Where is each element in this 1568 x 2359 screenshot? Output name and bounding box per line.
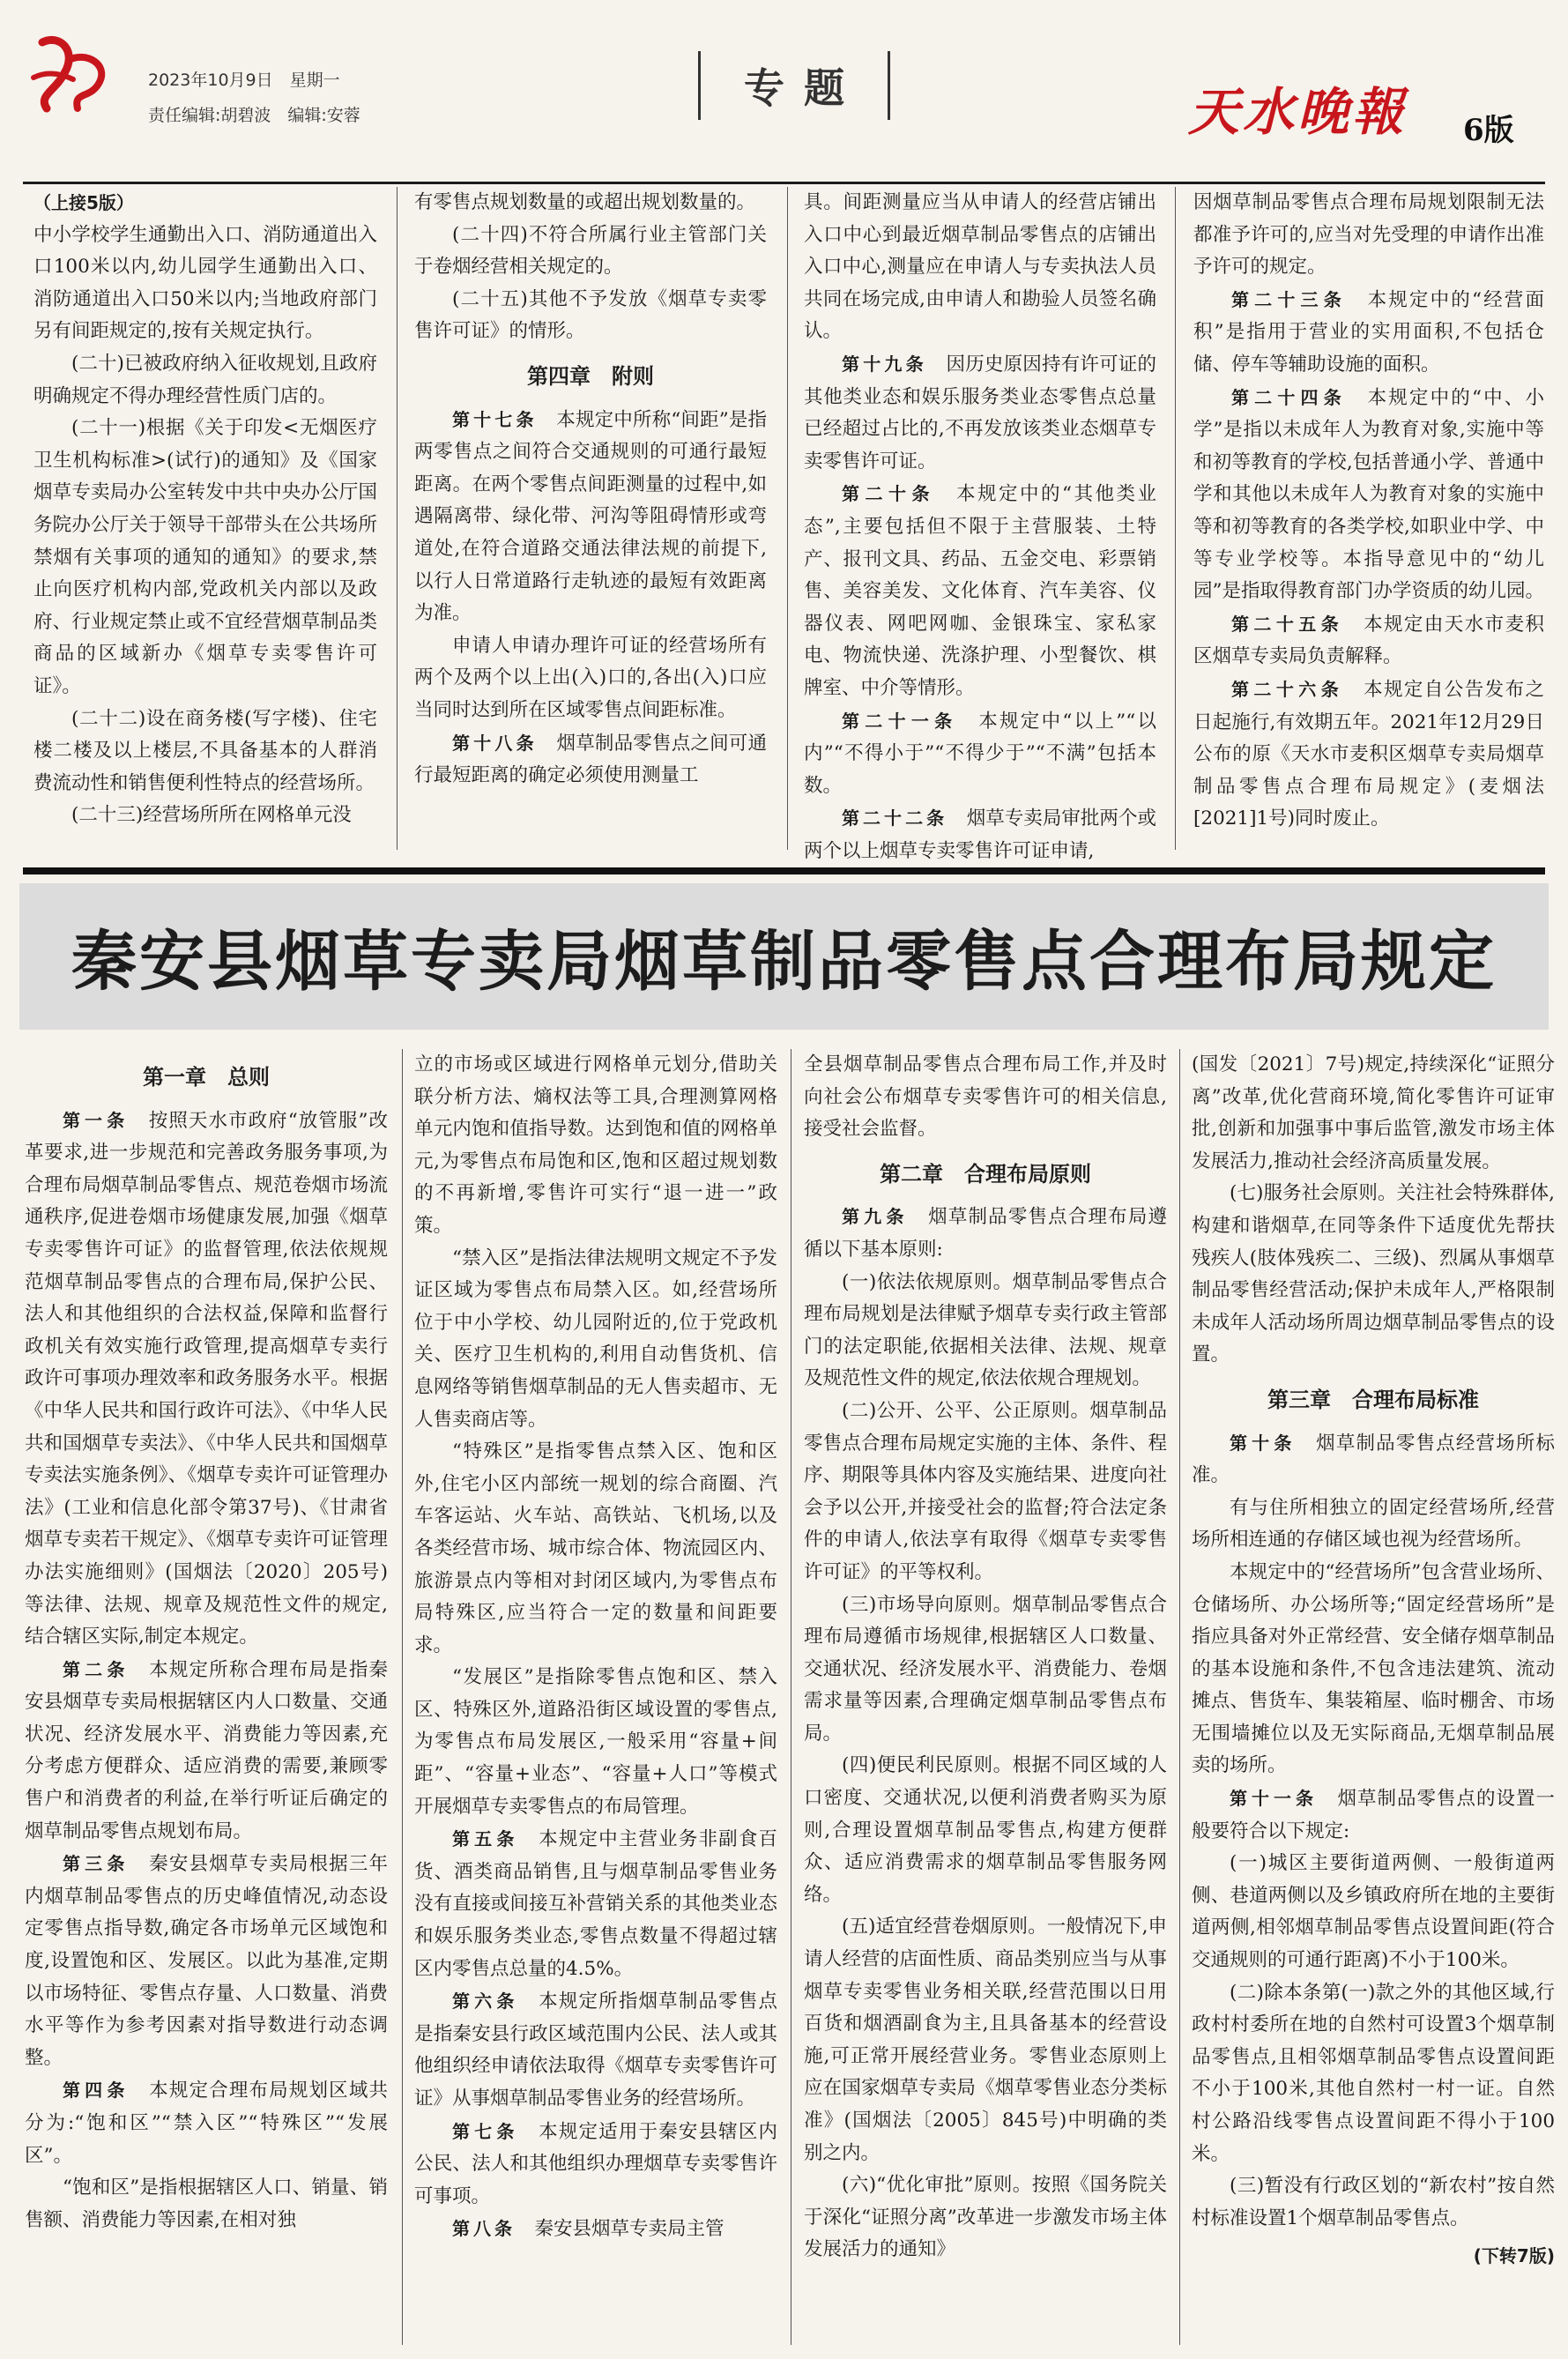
paragraph-text: 本规定中的“经营场所”包含营业场所、仓储场所、办公场所等;“固定经营场所”是指应具备对外正常经营、安全储存烟草制品的基本设施和条件,不包含违法建筑、流动摊点、售货车、集装箱屋、临时棚舍、市场无围墙摊位以及无实际商品,无烟草制品展卖的场所。	[1192, 1560, 1555, 1777]
continuation-note	[33, 187, 377, 220]
column-divider	[1179, 1049, 1180, 2345]
article-number: 第一条	[63, 1109, 130, 1131]
paragraph-continued	[804, 187, 1156, 348]
paragraph	[1193, 284, 1544, 382]
paragraph-text: 烟草制品零售点合理布局遵循以下基本原则:	[804, 1206, 1167, 1261]
masthead: 天水晚報	[1188, 82, 1408, 142]
article-number: 第五条	[452, 1828, 519, 1850]
paragraph-text: 烟草专卖局审批两个或两个以上烟草专卖零售许可证申请,	[804, 807, 1156, 862]
article-number: 第二十五条	[1231, 613, 1344, 635]
paragraph	[25, 1848, 388, 2074]
paragraph-text: 第一章 总则	[143, 1065, 270, 1090]
paragraph	[414, 630, 767, 727]
paragraph-text: 有零售点规划数量的或超出规划数量的。	[414, 191, 756, 213]
paragraph-text: (二十五)其他不予发放《烟草专卖零售许可证》的情形。	[414, 287, 767, 343]
paragraph-text: (二十四)不符合所属行业主管部门关于卷烟经营相关规定的。	[414, 223, 767, 279]
paragraph	[414, 1823, 777, 1985]
paragraph	[414, 1985, 777, 2115]
article-number: 第四条	[63, 2080, 130, 2102]
paragraph-text: 因烟草制品零售点合理布局规划限制无法都准予许可的,应当对先受理的申请作出准予许可的规定。	[1193, 191, 1544, 279]
article-number: 第七条	[452, 2120, 519, 2142]
paragraph	[1192, 2170, 1555, 2235]
paragraph	[414, 284, 767, 348]
paragraph-text: (五)适宜经营卷烟原则。一般情况下,申请人经营的店面性质、商品类别应当与从事烟草专卖零售业务相关联,经营范围以日用百货和烟酒副食为主,且具备基本的经营设施,可正常开展经营业务。零售业态原则上应在国家烟草专卖局《烟草零售业态分类标准》(国烟法〔2005〕845号)中明确的类别之内。	[804, 1916, 1167, 2164]
paragraph-text: 秦安县烟草专卖局主管	[534, 2218, 725, 2241]
upper-column-2	[414, 187, 767, 793]
paragraph	[1192, 1557, 1555, 1782]
article-number: 第九条	[842, 1206, 909, 1228]
upper-column-3	[804, 187, 1156, 867]
lower-column-4	[1192, 1049, 1555, 2273]
article-number: 第二十四条	[1231, 386, 1347, 408]
article-number: 第三条	[63, 1853, 130, 1875]
chapter-heading	[804, 1158, 1167, 1191]
paragraph-text: 本规定适用于秦安县辖区内公民、法人和其他组织办理烟草专卖零售许可事项。	[414, 2120, 777, 2207]
paragraph-text: 本规定中的“经营面积”是指用于营业的实用面积,不包括仓储、停车等辅助设施的面积。	[1193, 288, 1544, 376]
article-number: 第八条	[452, 2218, 516, 2240]
date-line: 2023年10月9日 星期一	[148, 71, 340, 90]
upper-column-4	[1193, 187, 1544, 836]
paragraph	[414, 220, 767, 284]
paragraph-text: 本规定合理布局规划区域共分为:“饱和区”“禁入区”“特殊区”“发展区”。	[25, 2080, 388, 2167]
paragraph-text: 全县烟草制品零售点合理布局工作,并及时向社会公布烟草专卖零售许可的相关信息,接受社会监督。	[804, 1053, 1167, 1141]
header-rule	[23, 182, 1545, 184]
paragraph-text: 本规定中的“其他类业态”,主要包括但不限于主营服装、土特产、报刊文具、药品、五金交电、彩票销售、美容美发、文化体育、汽车美容、仪器仪表、网吧网咖、金银珠宝、家私家电、物流快递、洗涤护理、小型餐饮、棋牌室、中介等情形。	[804, 483, 1156, 699]
title-banner	[19, 883, 1549, 1030]
paragraph	[414, 1243, 777, 1437]
article-number: 第二十一条	[842, 710, 958, 732]
continuation-note	[1192, 2240, 1555, 2273]
article-number: 第二十二条	[842, 807, 948, 830]
paragraph-text: 本规定所称合理布局是指秦安县烟草专卖局根据辖区内人口数量、交通状况、经济发展水平、消费能力等因素,充分考虑方便群众、适应消费的需要,兼顾零售户和消费者的利益,在举行听证后确定的烟草制品零售点规划布局。	[25, 1658, 388, 1842]
paragraph-text: (二)公开、公平、公正原则。烟草制品零售点合理布局规定实施的主体、条件、程序、期限等具体内容及实施结果、进度向社会予以公开,并接受社会的监督;符合法定条件的申请人,依法享有取得《烟草专卖零售许可证》的平等权利。	[804, 1399, 1167, 1583]
lower-column-3	[804, 1049, 1167, 2266]
paragraph-continued	[33, 220, 377, 348]
paragraph-text: “禁入区”是指法律法规明文规定不予发证区域为零售点布局禁入区。如,经营场所位于中小学校、幼儿园附近的,位于党政机关、医疗卫生机构的,利用自动售货机、信息网络等销售烟草制品的无人售卖超市、无人售卖商店等。	[414, 1246, 777, 1431]
paragraph-text: “饱和区”是指根据辖区人口、销量、销售额、消费能力等因素,在相对独	[25, 2177, 388, 2231]
paragraph-text: “特殊区”是指零售点禁入区、饱和区外,住宅小区内部统一规划的综合商圈、汽车客运站、火车站、高铁站、飞机场,以及各类经营市场、城市综合体、物流园区内、旅游景点内等相对封闭区域内,为零售点布局特殊区,应当符合一定的数量和间距要求。	[414, 1440, 777, 1656]
paragraph	[1193, 608, 1544, 673]
paragraph	[804, 478, 1156, 704]
page-number: 6版	[1463, 113, 1514, 148]
paragraph	[804, 1911, 1167, 2169]
article-number: 第十七条	[452, 408, 538, 430]
paragraph	[33, 703, 377, 800]
article-number: 第二十条	[842, 483, 935, 505]
paragraph-text: (二十二)设在商务楼(写字楼)、住宅楼二楼及以上楼层,不具备基本的人群消费流动性和销售便利性特点的经营场所。	[33, 707, 377, 794]
paragraph-text: 本规定所指烟草制品零售点是指秦安县行政区域范围内公民、法人或其他组织经申请依法取得《烟草专卖零售许可证》从事烟草制品零售业务的经营场所。	[414, 1991, 777, 2110]
paragraph	[804, 1395, 1167, 1589]
paragraph-text: 本规定中所称“间距”是指两零售点之间符合交通规则的可通行最短距离。在两个零售点间距测量的过程中,如遇隔离带、绿化带、河沟等阻碍情形或弯道处,在符合道路交通法律法规的前提下,以行人日常道路行走轨迹的最短有效距离为准。	[414, 408, 767, 625]
column-divider	[397, 187, 398, 850]
lower-column-2	[414, 1049, 777, 2246]
paragraph	[25, 2172, 388, 2236]
paragraph	[25, 2074, 388, 2172]
column-divider	[402, 1049, 403, 2345]
paragraph	[804, 1750, 1167, 1911]
paragraph-text: 第四章 附则	[527, 363, 654, 389]
paragraph-text: (国发〔2021〕7号)规定,持续深化“证照分离”改革,优化营商环境,简化零售许可证审批,创新和加强事中事后监管,激发市场主体发展活力,推动社会经济高质量发展。	[1192, 1053, 1555, 1172]
upper-column-1	[33, 187, 377, 832]
paragraph-text: (二十三)经营场所所在网格单元没	[71, 804, 352, 827]
paragraph-text: (二)除本条第(一)款之外的其他区域,行政村村委所在地的自然村可设置3个烟草制品零售点,且相邻烟草制品零售点设置间距不小于100米,其他自然村一村一证。自然村公路沿线零售点设置间距不得小于100米。	[1192, 1981, 1555, 2165]
paragraph-text: (三)暂没有行政区划的“新农村”按自然村标准设置1个烟草制品零售点。	[1192, 2175, 1555, 2229]
article-number: 第十九条	[842, 353, 927, 375]
paragraph	[414, 1662, 777, 1823]
article-number: 第二十三条	[1231, 288, 1347, 310]
paragraph	[1192, 1427, 1555, 1492]
paragraph	[804, 348, 1156, 478]
paragraph-text: （上接5版）	[33, 192, 134, 213]
paragraph-text: (四)便民利民原则。根据不同区域的人口密度、交通状况,以便利消费者购买为原则,合理设置烟草制品零售点,构建方便群众、适应消费需求的烟草制品零售服务网络。	[804, 1754, 1167, 1906]
paragraph	[33, 348, 377, 413]
paragraph	[414, 2213, 777, 2246]
paragraph	[25, 1654, 388, 1849]
paragraph-text: 本规定自公告发布之日起施行,有效期五年。2021年12月29日公布的原《天水市麦积区烟草专卖局烟草制品零售点合理布局规定》(麦烟法[2021]1号)同时废止。	[1193, 678, 1544, 830]
paragraph	[1192, 1782, 1555, 1848]
column-divider	[1175, 187, 1176, 850]
paragraph-text: “发展区”是指除零售点饱和区、禁入区、特殊区外,道路沿街区域设置的零售点,为零售点布局发展区,一般采用“容量+间距”、“容量+业态”、“容量+人口”等模式开展烟草专卖零售点的布局管理。	[414, 1666, 777, 1818]
paragraph-text: 因历史原因持有许可证的其他类业态和娱乐服务类业态零售点总量已经超过占比的,不再发放该类业态烟草专卖零售许可证。	[804, 353, 1156, 473]
paragraph-text: 本规定中的“中、小学”是指以未成年人为教育对象,实施中等和初等教育的学校,包括普通小学、普通中学和其他以未成年人为教育对象的实施中等和初等教育的各类学校,如职业中学、中等专业学校等。本指导意见中的“幼儿园”是指取得教育部门办学资质的幼儿园。	[1193, 386, 1544, 603]
article-number: 第十一条	[1230, 1788, 1318, 1810]
paragraph	[1192, 1977, 1555, 2171]
paragraph	[1192, 1178, 1555, 1372]
paragraph-continued	[1193, 187, 1544, 284]
article-number: 第二条	[63, 1658, 130, 1680]
section-divider-rule	[23, 867, 1545, 874]
paragraph-text: 立的市场或区域进行网格单元划分,借助关联分析方法、熵权法等工具,合理测算网格单元内饱和值指导数。达到饱和值的网格单元,为零售点布局饱和区,饱和区超过规划数的不再新增,零售许可实行“退一进一”政策。	[414, 1053, 777, 1237]
paragraph	[33, 413, 377, 703]
paragraph-text: 秦安县烟草专卖局根据三年内烟草制品零售点的历史峰值情况,动态设定零售点指导数,确定各市场单元区域饱和度,设置饱和区、发展区。以此为基准,定期以市场特征、零售点存量、人口数量、消费水平等作为参考因素对指导数进行动态调整。	[25, 1853, 388, 2069]
article-number: 第六条	[452, 1991, 519, 2013]
paragraph	[414, 727, 767, 793]
paragraph	[1193, 382, 1544, 608]
paragraph-text: (一)城区主要街道两侧、一般街道两侧、巷道两侧以及乡镇政府所在地的主要街道两侧,相邻烟草制品零售点设置间距(符合交通规则的可通行距离)不小于100米。	[1192, 1852, 1555, 1972]
paragraph	[414, 1436, 777, 1662]
paragraph	[804, 1589, 1167, 1751]
paragraph-text: 第三章 合理布局标准	[1267, 1387, 1479, 1412]
paragraph	[804, 1201, 1167, 1266]
lower-column-1	[25, 1049, 388, 2236]
paragraph-continued	[1192, 1049, 1555, 1178]
paragraph-text: 有与住所相独立的固定经营场所,经营场所相连通的存储区域也视为经营场所。	[1192, 1496, 1555, 1552]
chapter-heading	[1192, 1384, 1555, 1417]
column-divider	[787, 187, 788, 850]
paragraph-text: 本规定中主营业务非副食百货、酒类商品销售,且与烟草制品零售业务没有直接或间接互补营销关系的其他类业态和娱乐服务类业态,零售点数量不得超过辖区内零售点总量的4.5%。	[414, 1828, 777, 1980]
paragraph	[1193, 673, 1544, 836]
paragraph-continued	[414, 187, 767, 220]
editor-line: 责任编辑:胡碧波 编辑:安蓉	[148, 106, 360, 125]
paragraph-text: 烟草制品零售点经营场所标准。	[1192, 1432, 1555, 1487]
paragraph	[414, 2116, 777, 2214]
paragraph-text: 中小学校学生通勤出入口、消防通道出入口100米以内,幼儿园学生通勤出入口、消防通道出入口50米以内;当地政府部门另有间距规定的,按有关规定执行。	[33, 223, 377, 343]
paragraph-text: 烟草制品零售点的设置一般要符合以下规定:	[1192, 1788, 1555, 1842]
article-number: 第十八条	[452, 732, 538, 754]
paragraph	[1192, 1848, 1555, 1976]
paragraph-text: 具。间距测量应当从申请人的经营店铺出入口中心到最近烟草制品零售点的店铺出入口中心,测量应在申请人与专卖执法人员共同在场完成,由申请人和勘验人员签名确认。	[804, 191, 1156, 343]
paragraph-text: 第二章 合理布局原则	[880, 1161, 1091, 1187]
newspaper-logo-icon	[25, 25, 122, 122]
paragraph	[25, 1105, 388, 1654]
article-title: 秦安县烟草专卖局烟草制品零售点合理布局规定	[71, 924, 1497, 1000]
section-label: 专题	[744, 64, 864, 112]
paragraph-text: 本规定中“以上”“以内”“不得小于”“不得少于”“不满”包括本数。	[804, 710, 1156, 797]
paragraph	[804, 1267, 1167, 1395]
paragraph-text: (二十一)根据《关于印发<无烟医疗卫生机构标准>(试行)的通知》及《国家烟草专卖局办公室转发中共中央办公厅国务院办公厅关于领导干部带头在公共场所禁烟有关事项的通知的通知》的要求,禁止向医疗机构内部,党政机关内部以及政府、行业规定禁止或不宜经营烟草制品类商品的区域新办《烟草专卖零售许可证》。	[33, 417, 377, 697]
paragraph	[1192, 1492, 1555, 1557]
section-label-box	[698, 51, 890, 120]
paragraph-text: 烟草制品零售点之间可通行最短距离的确定必须使用测量工	[414, 732, 767, 787]
paragraph-text: (下转7版)	[1473, 2245, 1555, 2267]
paragraph	[33, 800, 377, 832]
paragraph-text: (二十)已被政府纳入征收规划,且政府明确规定不得办理经营性质门店的。	[33, 352, 377, 407]
article-number: 第十条	[1230, 1432, 1297, 1454]
paragraph-text: 本规定由天水市麦积区烟草专卖局负责解释。	[1193, 613, 1544, 668]
paragraph	[804, 2169, 1167, 2266]
paragraph	[414, 404, 767, 630]
paragraph-text: 按照天水市政府“放管服”改革要求,进一步规范和完善政务服务事项,为合理布局烟草制品零售点、规范卷烟市场流通秩序,促进卷烟市场健康发展,加强《烟草专卖零售许可证》的监督管理,依法依规规范烟草制品零售点的合理布局,保护公民、法人和其他组织的合法权益,保障和监督行政机关有效实施行政管理,提高烟草专卖行政许可事项办理效率和政务服务水平。根据《中华人民共和国行政许可法》、《中华人民共和国烟草专卖法》、《中华人民共和国烟草专卖法实施条例》、《烟草专卖许可证管理办法》(工业和信息化部令第37号)、《甘肃省烟草专卖若干规定》、《烟草专卖许可证管理办法实施细则》(国烟法〔2020〕205号)等法律、法规、规章及规范性文件的规定,结合辖区实际,制定本规定。	[25, 1109, 388, 1648]
paragraph-text: (六)“优化审批”原则。按照《国务院关于深化“证照分离”改革进一步激发市场主体发展活力的通知》	[804, 2174, 1167, 2261]
paragraph-text: (一)依法依规原则。烟草制品零售点合理布局规划是法律赋予烟草专卖行政主管部门的法定职能,依据相关法律、法规、规章及规范性文件的规定,依法依规合理规划。	[804, 1270, 1167, 1390]
article-number: 第二十六条	[1231, 678, 1344, 700]
paragraph-text: 申请人申请办理许可证的经营场所有两个及两个以上出(入)口的,各出(入)口应当同时达到所在区域零售点间距标准。	[414, 634, 767, 721]
paragraph-continued	[804, 1049, 1167, 1146]
chapter-heading	[25, 1061, 388, 1094]
chapter-heading	[414, 361, 767, 393]
paragraph-continued	[414, 1049, 777, 1243]
paragraph	[804, 802, 1156, 867]
paragraph-text: (三)市场导向原则。烟草制品零售点合理布局遵循市场规律,根据辖区人口数量、交通状况、经济发展水平、消费能力、卷烟需求量等因素,合理确定烟草制品零售点布局。	[804, 1593, 1167, 1745]
paragraph-text: (七)服务社会原则。关注社会特殊群体,构建和谐烟草,在同等条件下适度优先帮扶残疾人(肢体残疾二、三级)、烈属从事烟草制品零售经营活动;保护未成年人,严格限制未成年人活动场所周边烟草制品零售点的设置。	[1192, 1182, 1555, 1366]
paragraph	[804, 705, 1156, 803]
